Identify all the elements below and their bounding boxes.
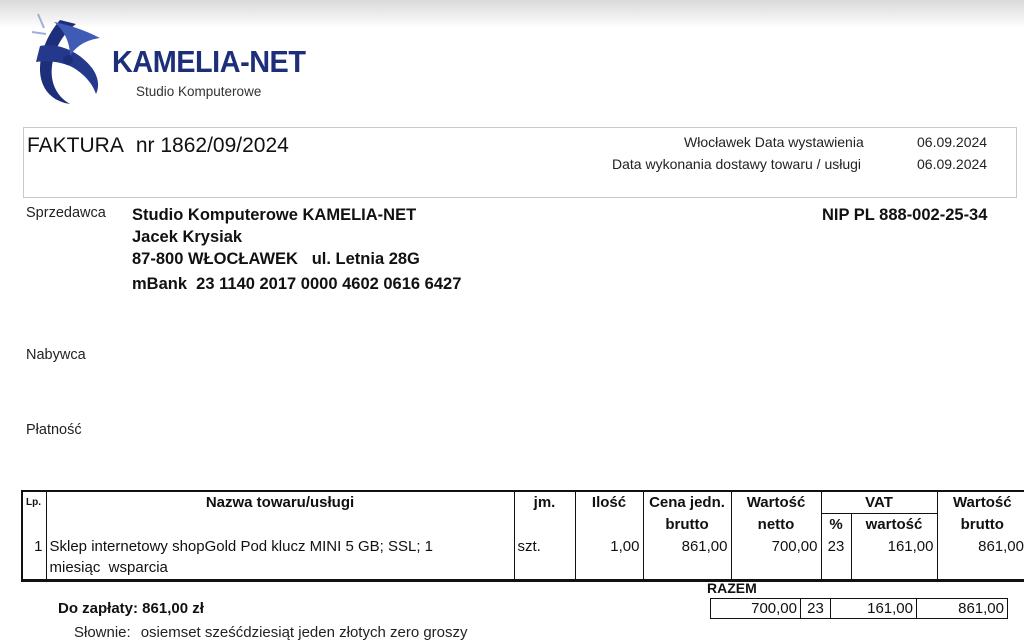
kamelia-logo-icon: [30, 12, 108, 112]
invoice-number: nr 1862/09/2024: [135, 134, 289, 157]
row-gross: 861,00: [937, 535, 1024, 581]
row-name: [46, 535, 514, 581]
in-words-label: Słownie:: [74, 624, 131, 641]
logo-name: KAMELIA-NET: [112, 44, 306, 79]
logo-subtitle: Studio Komputerowe: [136, 84, 262, 99]
buyer-label: Nabywca: [26, 347, 86, 363]
seller-address: 87-800 WŁOCŁAWEK ul. Letnia 28G: [132, 250, 420, 268]
total-vat-value: 161,00: [831, 599, 917, 619]
invoice-title-word: FAKTURA: [27, 134, 124, 157]
seller-label: Sprzedawca: [26, 205, 106, 221]
header-gross-2: brutto: [937, 514, 1024, 536]
row-net: 700,00: [731, 535, 821, 581]
table-row: [22, 535, 1024, 581]
header-net-1: Wartość: [731, 491, 821, 514]
total-vat-pct: 23: [801, 599, 831, 619]
delivery-date: 06.09.2024: [917, 156, 988, 172]
seller-name: Studio Komputerowe KAMELIA-NET: [132, 206, 417, 224]
seller-nip: NIP PL 888-002-25-34: [822, 206, 988, 224]
row-lp: 1: [22, 535, 46, 581]
header-net-2: netto: [731, 514, 821, 536]
issue-date: 06.09.2024: [917, 134, 988, 150]
amount-to-pay: Do zapłaty: 861,00 zł: [58, 600, 204, 617]
row-unit: szt.: [514, 535, 575, 581]
row-qty: 1,00: [575, 535, 643, 581]
header-price-2: brutto: [643, 514, 731, 536]
issue-date-label: Włocławek Data wystawienia: [684, 134, 864, 150]
delivery-date-label: Data wykonania dostawy towaru / usługi: [612, 156, 862, 172]
invoice-title: [27, 134, 289, 158]
row-vat-pct: 23: [821, 535, 851, 581]
header-vat-value: wartość: [851, 514, 937, 536]
header-gross-1: Wartość: [937, 491, 1024, 514]
header-vat: VAT: [821, 491, 937, 514]
total-gross: 861,00: [917, 599, 1008, 619]
header-qty: Ilość: [575, 491, 643, 535]
totals-table: [710, 598, 1008, 619]
seller-person: Jacek Krysiak: [132, 228, 243, 246]
totals-row: [711, 599, 1008, 619]
total-net: 700,00: [711, 599, 801, 619]
in-words-value: osiemset sześćdziesiąt jeden złotych zero groszy: [140, 624, 468, 641]
row-vat-value: 161,00: [851, 535, 937, 581]
items-table: [21, 490, 1024, 582]
top-shadow: [0, 0, 1024, 28]
header-name: Nazwa towaru/usługi: [46, 491, 514, 535]
row-name-line-2: miesiąc wsparcia: [49, 559, 168, 576]
seller-bank: mBank 23 1140 2017 0000 4602 0616 6427: [132, 275, 462, 293]
payment-label: Płatność: [26, 422, 82, 438]
table-header-row-1: [22, 491, 1024, 514]
header-lp: Lp.: [22, 491, 46, 535]
row-price: 861,00: [643, 535, 731, 581]
amount-in-words: [74, 624, 468, 641]
row-name-line-1: Sklep internetowy shopGold Pod klucz MINI 5 GB; SSL; 1: [49, 538, 434, 555]
totals-label: RAZEM: [707, 580, 757, 596]
header-price-1: Cena jedn.: [643, 491, 731, 514]
header-unit: jm.: [514, 491, 575, 535]
header-vat-pct: %: [821, 514, 851, 536]
